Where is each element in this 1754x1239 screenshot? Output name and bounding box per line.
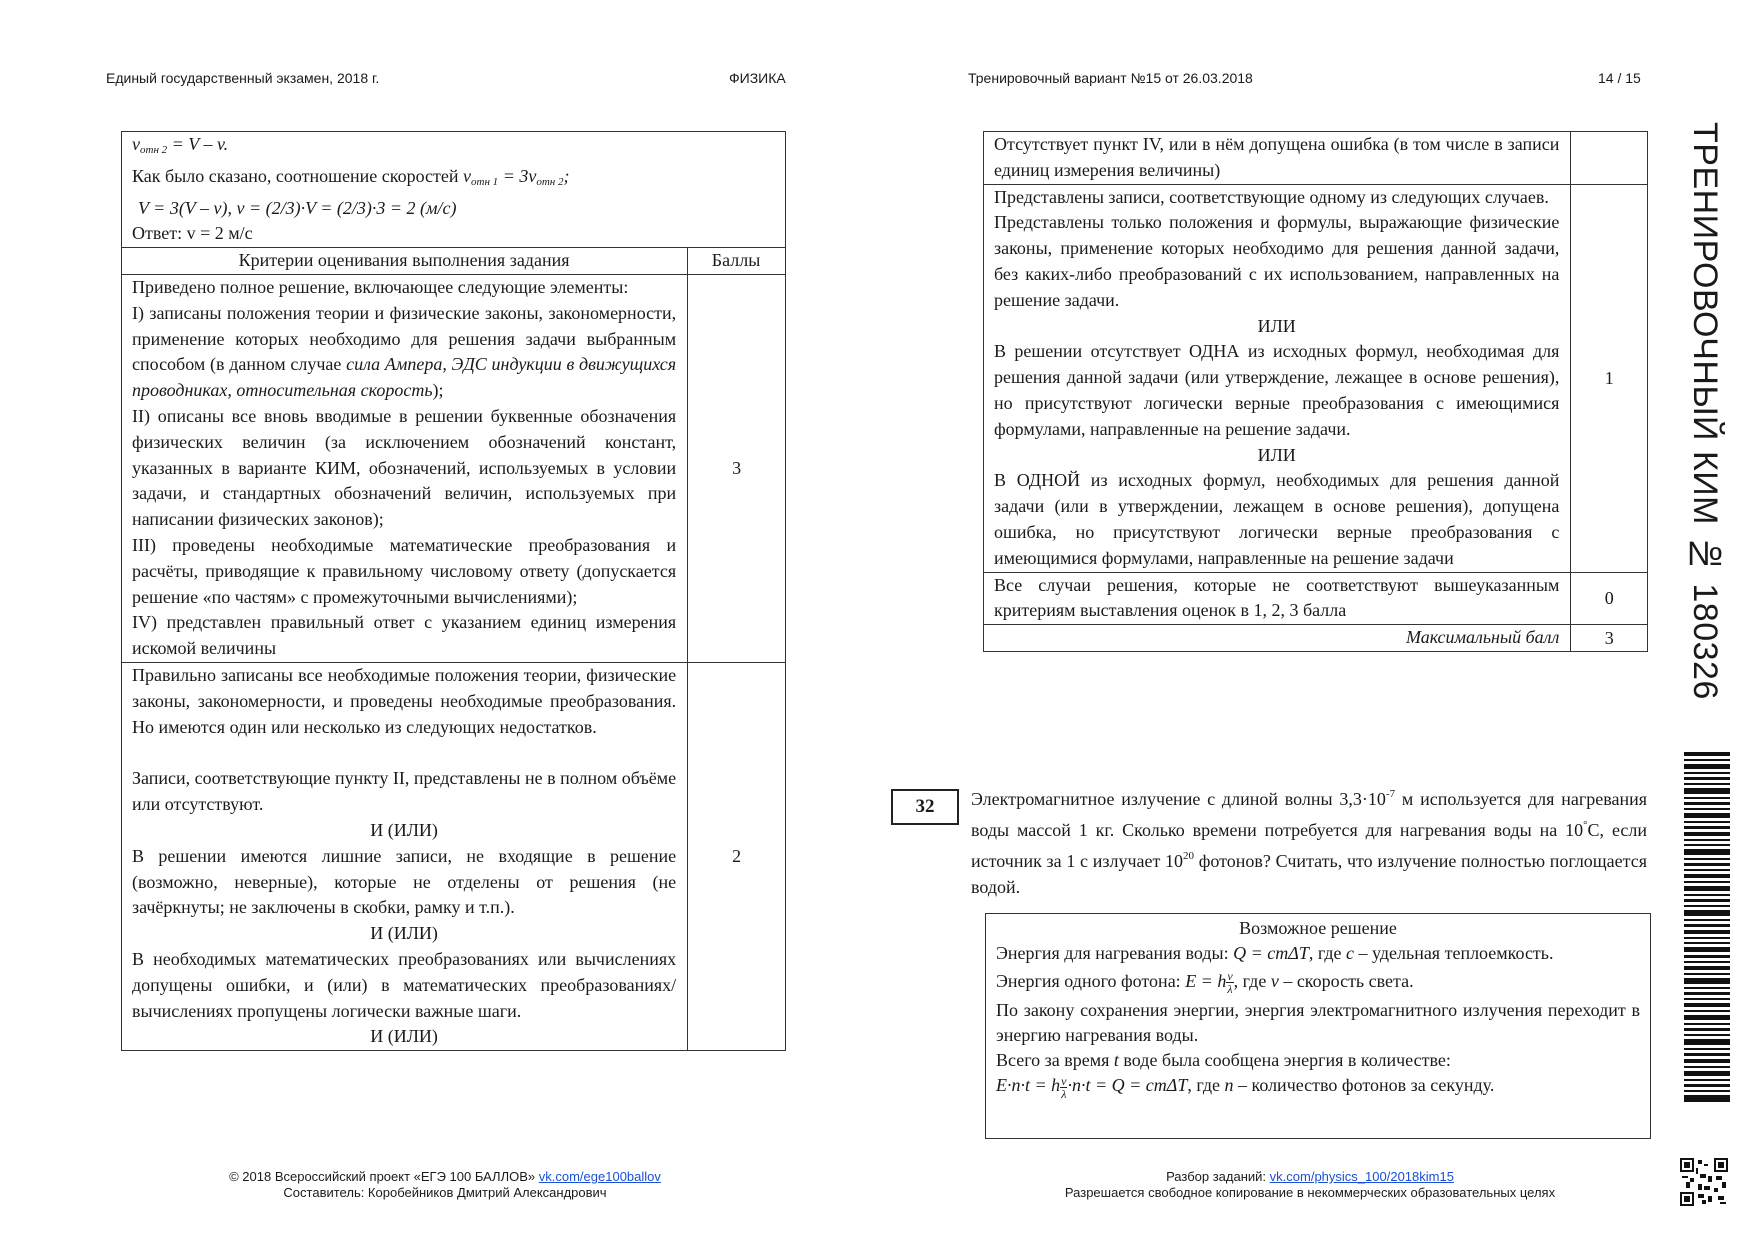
criterion-0-score: 0 xyxy=(1571,572,1648,625)
velocity-calc: V = 3(V – v), v = (2/3)·V = (2/3)·3 = 2 (м/с) xyxy=(138,197,457,218)
criterion-3-text: Приведено полное решение, включающее следующие элементы: I) записаны положения теории и физические законы, закономерности, применение которых необходимо для решения задачи выбранным способом (в данном случае сила Ампера, ЭДС индукции в движущихся проводниках, относительная скорость); II) описаны все вновь вводимые в решении буквенные обозначения физических величин (за исключением обозначений констант, указанных в варианте КИМ, обозначений, используемых в условии задачи, и стандартных обозначений величин, используемых при написании физических законов); III) проведены необходимые математические преобразования и расчёты, приводящие к правильному числовому ответу (допускается решение «по частям» с промежуточными вычислениями); IV) представлен правильный ответ с указанием единиц измерения искомой величины xyxy=(122,274,688,662)
left-criteria-table xyxy=(121,131,786,1051)
vk-ege-link[interactable]: vk.com/ege100ballov xyxy=(538,1169,661,1184)
fraction-v-lambda-2: $\frac{v}{\lambda}$ xyxy=(1061,1073,1067,1101)
solution-line-2: Энергия одного фотона: E = h $\frac{v}{\lambda}$ , где v – скорость света. xyxy=(996,969,1414,997)
possible-solution-box xyxy=(985,913,1651,1139)
solution-line-3: По закону сохранения энергии, энергия электромагнитного излучения переходит в энергию нагревания воды. xyxy=(996,1000,1640,1046)
footer-right: Разбор заданий: vk.com/physics_100/2018kim15 Разрешается свободное копирование в некоммерческих образовательных целях xyxy=(1064,1169,1556,1200)
criterion-2-text: Правильно записаны все необходимые положения теории, физические законы, закономерности, и проведены необходимые преобразования. Но имеются один или несколько из следующих недостатков. Записи, соответствующие пункту II, представлены не в полном объёме или отсутствуют. И (ИЛИ) В решении имеются лишние записи, не входящие в решение (возможно, неверные), которые не отделены от решения (не зачёркнуты; не заключены в скобки, рамку и т.п.). И (ИЛИ) В необходимых математических преобразованиях или вычислениях допущены ошибки, и (или) в математических преобразованиях/ вычислениях пропущены логически важные шаги. И (ИЛИ) xyxy=(122,662,688,1050)
points-header: Баллы xyxy=(688,248,786,275)
qr-code-icon xyxy=(1680,1158,1728,1206)
header-exam-title: Единый государственный экзамен, 2018 г. xyxy=(106,70,380,86)
barcode-icon xyxy=(1684,752,1730,1102)
solution-line-4: Всего за время t воде была сообщена энергия в количестве: xyxy=(996,1050,1451,1071)
side-title: ТРЕНИРОВОЧНЫЙ КИМ № 180326 xyxy=(1686,122,1724,700)
criteria-header: Критерии оценивания выполнения задания xyxy=(122,248,688,275)
question-text: Электромагнитное излучение с длиной волны $3,3\cdot 10^{-7}$ м используется для нагревания воды массой 1 кг. Сколько времени потребуется для нагревания воды на 10°С, если источник за 1 с излучает $10^{20}$ фотонов? Считать, что излучение полностью поглощается водой. xyxy=(971,788,1648,897)
max-score-value: 3 xyxy=(1571,625,1648,652)
max-score-label: Максимальный балл xyxy=(984,625,1571,652)
criterion-2-score: 2 xyxy=(688,662,786,1050)
solution-continuation: $v_{отн 2} = V - v$. Как было сказано, соотношение скоростей $v_{отн 1} = 3v_{отн 2}$; V = 3(V – v), v = (2/3)·V = (2/3)·3 = 2 (м/с) Ответ: v = 2 м/с xyxy=(122,132,786,248)
criterion-2-extra: Отсутствует пункт IV, или в нём допущена ошибка (в том числе в записи единиц измерения величины) xyxy=(984,132,1571,185)
solution-line-5: E·n·t = h $\frac{v}{\lambda}$ ·n·t = Q = cmΔT, где n – количество фотонов за секунду. xyxy=(996,1073,1495,1101)
criterion-0-text: Все случаи решения, которые не соответствуют вышеуказанным критериям выставления оценок в 1, 2, 3 балла xyxy=(984,572,1571,625)
right-criteria-table xyxy=(983,131,1648,652)
answer-line: Ответ: v = 2 м/с xyxy=(132,223,253,244)
fraction-v-lambda: $\frac{v}{\lambda}$ xyxy=(1227,969,1233,997)
header-variant: Тренировочный вариант №15 от 26.03.2018 xyxy=(968,70,1253,86)
header-subject: ФИЗИКА xyxy=(729,70,786,86)
question-number-box: 32 xyxy=(891,789,959,825)
ratio-label: Как было сказано, соотношение скоростей xyxy=(132,165,459,186)
criterion-1-text: Представлены записи, соответствующие одному из следующих случаев. Представлены только положения и формулы, выражающие физические законы, применение которых необходимо для решения данной задачи, без каких-либо преобразований с их использованием, направленных на решение задачи. ИЛИ В решении отсутствует ОДНА из исходных формул, необходимая для решения данной задачи (или утверждение, лежащее в основе решения), но присутствуют логически верные преобразования с имеющимися формулами, направленные на решение задачи. ИЛИ В ОДНОЙ из исходных формул, необходимых для решения данной задачи (или в утверждении, лежащем в основе решения), допущена ошибка, но присутствуют логически верные преобразования с имеющимися формулами, направленные на решение задачи xyxy=(984,184,1571,572)
solution-title: Возможное решение xyxy=(1239,918,1397,938)
criterion-1-score: 1 xyxy=(1571,184,1648,572)
footer-left: © 2018 Всероссийский проект «ЕГЭ 100 БАЛЛОВ» vk.com/ege100ballov Составитель: Коробейников Дмитрий Александрович xyxy=(229,1169,661,1200)
criterion-2-extra-score xyxy=(1571,132,1648,185)
header-page-number: 14 / 15 xyxy=(1598,70,1641,86)
vk-physics-link[interactable]: vk.com/physics_100/2018kim15 xyxy=(1269,1169,1454,1184)
solution-line-1: Энергия для нагревания воды: Q = cmΔT, где c – удельная теплоемкость. xyxy=(996,943,1554,963)
criterion-3-score: 3 xyxy=(688,274,786,662)
